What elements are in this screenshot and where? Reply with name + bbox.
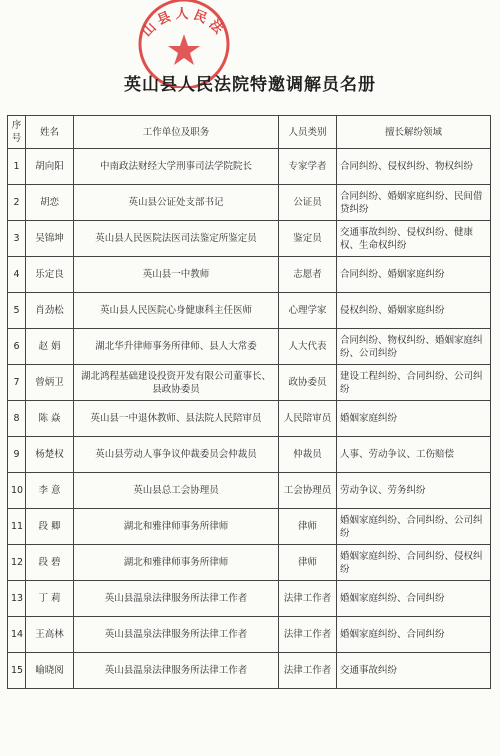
row-no: 1: [8, 149, 26, 185]
svg-text:山县人民法: [140, 7, 229, 40]
row-no: 14: [8, 617, 26, 653]
table-row: [8, 257, 491, 293]
row-org: 英山县温泉法律服务所法律工作者: [74, 653, 279, 689]
table-row: [8, 617, 491, 653]
row-org: 英山县劳动人事争议仲裁委员会仲裁员: [74, 437, 279, 473]
row-no: 7: [8, 365, 26, 401]
row-field: 合同纠纷、侵权纠纷、物权纠纷: [337, 149, 491, 185]
row-type: 法律工作者: [279, 617, 337, 653]
row-field: 婚姻家庭纠纷、合同纠纷: [337, 617, 491, 653]
row-field: 交通事故纠纷: [337, 653, 491, 689]
row-type: 法律工作者: [279, 653, 337, 689]
row-no: 10: [8, 473, 26, 509]
row-type: 法律工作者: [279, 581, 337, 617]
row-name: 肖劲松: [26, 293, 74, 329]
row-field: 婚姻家庭纠纷: [337, 401, 491, 437]
row-no: 3: [8, 221, 26, 257]
row-name: 丁 莉: [26, 581, 74, 617]
row-name: 王高林: [26, 617, 74, 653]
row-field: 婚姻家庭纠纷、合同纠纷、侵权纠纷: [337, 545, 491, 581]
row-field: 劳动争议、劳务纠纷: [337, 473, 491, 509]
table-row: [8, 149, 491, 185]
table-row: [8, 545, 491, 581]
row-org: 英山县一中教师: [74, 257, 279, 293]
row-org: 英山县温泉法律服务所法律工作者: [74, 617, 279, 653]
row-name: 乐定良: [26, 257, 74, 293]
table-row: [8, 293, 491, 329]
row-org: 湖北和雅律师事务所律师: [74, 545, 279, 581]
table-row: [8, 509, 491, 545]
row-type: 公证员: [279, 185, 337, 221]
table-row: [8, 581, 491, 617]
row-field: 交通事故纠纷、侵权纠纷、健康权、生命权纠纷: [337, 221, 491, 257]
row-name: 段 碧: [26, 545, 74, 581]
row-org: 英山县一中退休教师、县法院人民陪审员: [74, 401, 279, 437]
table-row: [8, 473, 491, 509]
header-org: 工作单位及职务: [74, 116, 279, 149]
row-no: 2: [8, 185, 26, 221]
row-type: 人大代表: [279, 329, 337, 365]
row-field: 合同纠纷、物权纠纷、婚姻家庭纠纷、公司纠纷: [337, 329, 491, 365]
row-name: 赵 娟: [26, 329, 74, 365]
header-field: 擅长解纷领域: [337, 116, 491, 149]
row-org: 湖北华升律师事务所律师、县人大常委: [74, 329, 279, 365]
row-org: 湖北和雅律师事务所律师: [74, 509, 279, 545]
page-title: 英山县人民法院特邀调解员名册: [124, 75, 376, 95]
row-type: 工会协理员: [279, 473, 337, 509]
header-type: 人员类别: [279, 116, 337, 149]
row-no: 12: [8, 545, 26, 581]
row-no: 5: [8, 293, 26, 329]
row-no: 4: [8, 257, 26, 293]
row-type: 律师: [279, 545, 337, 581]
row-type: 仲裁员: [279, 437, 337, 473]
row-org: 英山县公证处支部书记: [74, 185, 279, 221]
table-row: [8, 401, 491, 437]
table-row: [8, 329, 491, 365]
row-name: 段 卿: [26, 509, 74, 545]
row-name: 吴锦坤: [26, 221, 74, 257]
row-org: 英山县人民医院法医司法鉴定所鉴定员: [74, 221, 279, 257]
row-name: 曾炳卫: [26, 365, 74, 401]
row-no: 6: [8, 329, 26, 365]
seal-text: 山县人民法: [139, 7, 229, 41]
row-field: 合同纠纷、婚姻家庭纠纷、民间借贷纠纷: [337, 185, 491, 221]
row-type: 律师: [279, 509, 337, 545]
table-row: [8, 221, 491, 257]
mediator-roster-table: [7, 115, 491, 689]
row-org: 英山县总工会协理员: [74, 473, 279, 509]
row-no: 13: [8, 581, 26, 617]
row-type: 心理学家: [279, 293, 337, 329]
row-name: 陈 焱: [26, 401, 74, 437]
row-type: 专家学者: [279, 149, 337, 185]
row-org: 湖北鸿程基础建设投资开发有限公司董事长、县政协委员: [74, 365, 279, 401]
row-no: 8: [8, 401, 26, 437]
row-org: 英山县温泉法律服务所法律工作者: [74, 581, 279, 617]
row-org: 中南政法财经大学刑事司法学院院长: [74, 149, 279, 185]
header-no: 序号: [8, 116, 26, 149]
row-field: 合同纠纷、婚姻家庭纠纷: [337, 257, 491, 293]
row-name: 喻晓阅: [26, 653, 74, 689]
row-field: 侵权纠纷、婚姻家庭纠纷: [337, 293, 491, 329]
table-header-row: [8, 116, 491, 149]
row-name: 李 意: [26, 473, 74, 509]
row-type: 人民陪审员: [279, 401, 337, 437]
table-row: [8, 365, 491, 401]
row-field: 婚姻家庭纠纷、合同纠纷、公司纠纷: [337, 509, 491, 545]
header-name: 姓名: [26, 116, 74, 149]
row-type: 政协委员: [279, 365, 337, 401]
row-name: 胡向阳: [26, 149, 74, 185]
table-row: [8, 437, 491, 473]
row-no: 9: [8, 437, 26, 473]
row-type: 志愿者: [279, 257, 337, 293]
row-type: 鉴定员: [279, 221, 337, 257]
row-name: 杨楚权: [26, 437, 74, 473]
table-row: [8, 653, 491, 689]
row-field: 婚姻家庭纠纷、合同纠纷: [337, 581, 491, 617]
row-name: 胡恋: [26, 185, 74, 221]
table-row: [8, 185, 491, 221]
row-org: 英山县人民医院心身健康科主任医师: [74, 293, 279, 329]
seal-star-icon: [168, 34, 200, 65]
row-field: 人事、劳动争议、工伤赔偿: [337, 437, 491, 473]
row-no: 15: [8, 653, 26, 689]
row-field: 建设工程纠纷、合同纠纷、公司纠纷: [337, 365, 491, 401]
row-no: 11: [8, 509, 26, 545]
